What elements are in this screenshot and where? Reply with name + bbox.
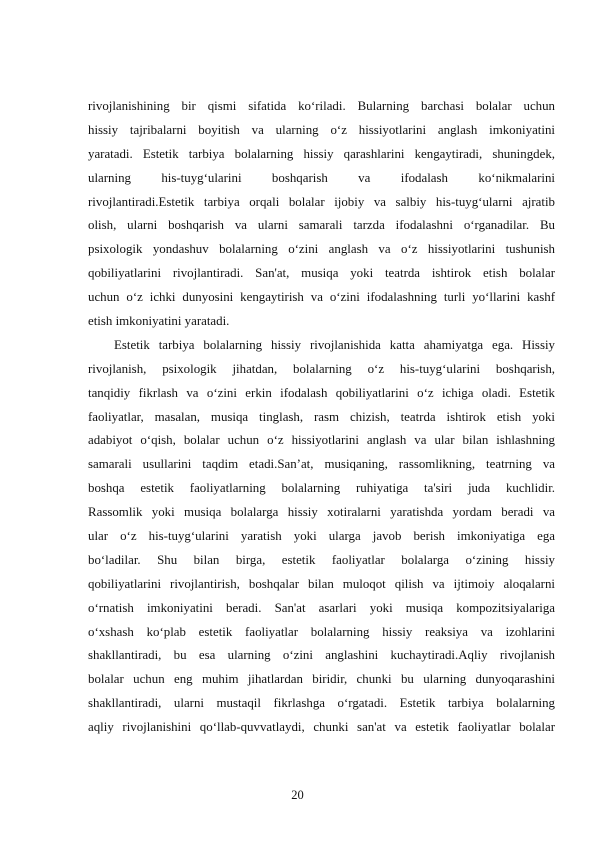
text-line: o‘xshash ko‘plab estetik faoliyatlar bolalarning hissiy reaksiya va izohlarini — [88, 624, 555, 639]
text-line: Rassomlik yoki musiqa bolalarga hissiy xotiralarni yaratishda yordam beradi va — [88, 505, 555, 520]
text-line: uchun o‘z ichki dunyosini kengaytirish va o‘zini ifodalashning turli yo‘llarini kashf — [88, 290, 555, 305]
text-line: aqliy rivojlanishini qo‘llab-quvvatlaydi, chunki san'at va estetik faoliyatlar bolalar — [88, 720, 555, 735]
body-text — [88, 95, 555, 740]
text-line: adabiyot o‘qish, bolalar uchun o‘z hissiyotlarini anglash va ular bilan ishlashning — [88, 433, 555, 448]
text-line: etish imkoniyatini yaratadi. — [88, 314, 230, 329]
text-line: ular o‘z his-tuyg‘ularini yaratish yoki ularga javob berish imkoniyatiga ega — [88, 529, 555, 544]
text-line: olish, ularni boshqarish va ularni samarali tarzda ifodalashni o‘rganadilar. Bu — [88, 218, 555, 233]
text-line: faoliyatlar, masalan, musiqa tinglash, rasm chizish, teatrda ishtirok etish yoki — [88, 409, 555, 424]
text-line: rivojlanishining bir qismi sifatida ko‘riladi. Bularning barchasi bolalar uchun — [88, 99, 555, 113]
text-line: ularning his-tuyg‘ularini boshqarish va ifodalash ko‘nikmalarini — [88, 170, 555, 185]
page-number: 20 — [291, 788, 304, 802]
text-line: o‘rnatish imkoniyatini beradi. San'at asarlari yoki musiqa kompozitsiyalariga — [88, 600, 555, 615]
text-line: rivojlanish, psixologik jihatdan, bolalarning o‘z his-tuyg‘ularini boshqarish, — [88, 361, 555, 376]
text-line: qobiliyatlarini rivojlantiradi. San'at, musiqa yoki teatrda ishtirok etish bolalar — [88, 266, 555, 281]
paragraph-2 — [88, 334, 555, 740]
text-line: samarali usullarini taqdim etadi.San’at, musiqaning, rassomlikning, teatrning va — [88, 457, 555, 472]
paragraph-1 — [88, 95, 555, 334]
text-line: tanqidiy fikrlash va o‘zini erkin ifodalash qobiliyatlarini o‘z ichiga oladi. Estetik — [88, 385, 555, 400]
text-line: qobiliyatlarini rivojlantirish, boshqalar bilan muloqot qilish va ijtimoiy aloqalarni — [88, 576, 555, 591]
text-line: yaratadi. Estetik tarbiya bolalarning hissiy qarashlarini kengaytiradi, shuningdek, — [88, 146, 555, 161]
text-line: bo‘ladilar. Shu bilan birga, estetik faoliyatlar bolalarga o‘zining hissiy — [88, 552, 555, 567]
text-line: Estetik tarbiya bolalarning hissiy rivojlanishida katta ahamiyatga ega. Hissiy — [114, 337, 555, 352]
text-line: shakllantiradi, bu esa ularning o‘zini anglashini kuchaytiradi.Aqliy rivojlanish — [88, 648, 555, 663]
text-line: bolalar uchun eng muhim jihatlardan biridir, chunki bu ularning dunyoqarashini — [88, 672, 555, 687]
text-line: boshqa estetik faoliyatlarning bolalarning ruhiyatiga ta'siri juda kuchlidir. — [88, 481, 555, 496]
text-line: rivojlantiradi.Estetik tarbiya orqali bolalar ijobiy va salbiy his-tuyg‘ularni ajratib — [88, 194, 555, 209]
text-line: shakllantiradi, ularni mustaqil fikrlashga o‘rgatadi. Estetik tarbiya bolalarning — [88, 696, 555, 711]
text-line: hissiy tajribalarni boyitish va ularning o‘z hissiyotlarini anglash imkoniyatini — [88, 122, 555, 137]
text-line: psixologik yondashuv bolalarning o‘zini anglash va o‘z hissiyotlarini tushunish — [88, 242, 555, 257]
